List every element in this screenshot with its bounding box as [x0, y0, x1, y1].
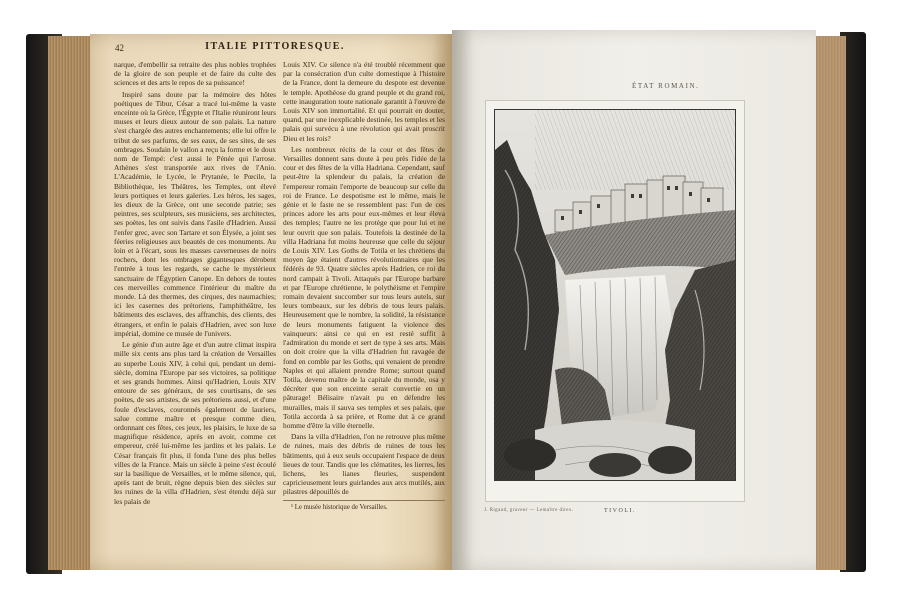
footnote: ¹ Le musée historique de Versailles.: [283, 500, 445, 512]
plate-title: TIVOLI.: [604, 508, 636, 514]
paragraph: Dans la villa d'Hadrien, l'on ne retrouve plus même de ruines, mais des débris de ruines de tous les bâtiments, qui à eux seuls occupaient l'espace de deux lieues de tour. Tandis que les clématites, les lierres, les lichens, les lianes fleuries, suspendent capricieusement leurs guirlandes aux arcs mutilés, aux pilastres dépouillés de: [283, 432, 445, 497]
paragraph: Louis XIV. Ce silence n'a été troublé récemment que par la consécration d'un culte domestique à l'histoire de la France, dont la demeure du despote est devenue le temple. Apothéose du grand peuple et du grand roi, cette inauguration toute nationale garantit à l'œuvre de Louis XIV son immortalité. Et qui pourrait en douter, quand, par une inexplicable destinée, les temples et les palais qui survécu à une révolution qui avait proscrit Dieu et les rois?: [283, 60, 445, 143]
tivoli-waterfall-engraving: [494, 109, 736, 481]
paragraph: Le génie d'un autre âge et d'un autre climat inspira mille six cents ans plus tard la création de Versailles au superbe Louis XIV, à celui qui, pendant un demi-siècle, domina l'Europe par ses victoires, sa politique et ses grands hommes. Ainsi qu'Hadrien, Louis XIV entoure de ses généraux, de ses courtisans, de ses poètes, de ses artistes, de ses prétoriens aussi, et d'une foule d'esclaves, couronnés également de lauriers, salue comme maître et presque comme dieu, ordonnant ces fêtes, ces jeux, les plaisirs, le luxe de sa magnifique résidence, après en avoir, comme cet empereur, créé lui-même les jardins et les palais. Le César français fit plus, il fonda l'une des plus belles villes de la France. Mais un siècle à peine s'est écoulé sur la basilique de Versailles, et le même silence, qui, après tant de bruit, règne depuis bien des siècles sur les ruines de la villa d'Hadrien, s'est étendu déjà sur les palais de: [114, 340, 276, 506]
text-column-left: [114, 60, 276, 560]
open-book: [26, 30, 866, 578]
paragraph: Les nombreux récits de la cour et des fêtes de Versailles donnent sans doute à peu près l'idée de la cour et des fêtes de la villa Hadriana. Cependant, sauf peut-être la splendeur du palais, la création de l'empereur romain l'emporte de beaucoup sur celle du roi de France. Le despotisme est le même, mais le génie et le faste ne se ressemblent pas: l'un de ces princes adore les arts pour eux-mêmes et leur éleva des temples; l'autre ne les protège que pour lui et ne leur ouvrit que son palais. Toutefois la destinée de la villa Hadriana fut moins heureuse que celle du séjour de Louis XIV. Les Goths de Totila et les chrétiens du moyen âge étaient d'autres révolutionnaires que les fédérés de 93. Quatre siècles après Hadrien, ce roi du nord campait à Tivoli. Attaqués par l'Europe barbare et par l'Europe chrétienne, le polythéisme et l'empire romain devaient succomber sur tous leurs autels, sur leurs tombeaux, sur les débris de tous leurs palais. Heureusement que le nombre, la solidité, la résistance de leurs monuments fatiguent la violence des vainqueurs: ainsi ce qui en est resté suffit à l'admiration du monde et sert de type à ses arts. Mais on doit croire que la villa d'Hadrien fut ravagée de fond en comble par les Goths, qui venaient de prendre Naples et qui allaient prendre Rome; surtout quand Totila, devenu maître de la capitale du monde, osa y décréter que son enceinte serait convertie en un pâturage! Bélisaire n'avait pu en défendre les murailles, mais il sauva ses temples et ses palais, que Totila accorda à sa prière, et Rome dut à ce grand homme d'être la ville éternelle.: [283, 144, 445, 430]
right-page: [452, 30, 816, 570]
engraver-credit: J. Rigaud, graveur — Lemaître direx.: [484, 508, 574, 513]
text-column-right: [283, 60, 445, 560]
running-head-left: ITALIE PITTORESQUE.: [205, 41, 345, 52]
left-page: [90, 34, 452, 570]
engraving-plate: [485, 100, 745, 502]
left-page-header: [115, 43, 435, 57]
page-number: 42: [115, 43, 124, 53]
paragraph: Inspiré sans doute par la mémoire des hôtes poétiques de Tibur, César a tracé lui-même la vaste enceinte où la Grèce, l'Égypte et l'Italie réuniront leurs muses et leurs dieux autour de son palais. La nature s'est chargée des autres enchantements; elle lui offre le tribut de ses parfums, de ses eaux, de ses sites, de ses ombrages. Soudain le vallon a reçu la forme et le doux nom de Tempé: c'est aussi le Pénée qui l'arrose. Athènes s'est transportée aux rives de l'Anio. L'Académie, le Lycée, le Prytanée, le Pœcile, la Bibliothèque, les Théâtres, les Temples, ont élevé leurs portiques et leurs galeries. Les héros, les sages, les dieux de la Grèce, ont une seconde patrie; ses peintres, ses sculpteurs, ses musiciens, ses architectes, ses poètes, les ont suivis dans l'asile d'Hadrien. Aussi l'enfer grec, avec son Tartare et son Élysée, a joint ses féeries religieuses aux beautés de ces monuments. Au loin et à l'écart, sous les masses caverneuses de noirs rochers, dont les ombrages gigantesques dérobent l'entrée à tous les regards, se cache le mystérieux sanctuaire de l'Égyptien Canope. En dehors de toutes ces merveilles commence l'intérieur du maître du monde. Là des thermes, des cirques, des naumachies; ici les casernes des prétoriens, l'amphithéâtre, les bâtiments des esclaves, des affranchis, des clients, des étrangers, et enfin le palais d'Hadrien, avec son luxe impérial, domine ce musée de l'univers.: [114, 89, 276, 338]
running-head-right: ÉTAT ROMAIN.: [632, 82, 700, 90]
paragraph: narque, d'embellir sa retraite des plus nobles trophées de la gloire de son peuple et de faire du culte des sciences et des arts le repos de sa puissance!: [114, 60, 276, 88]
